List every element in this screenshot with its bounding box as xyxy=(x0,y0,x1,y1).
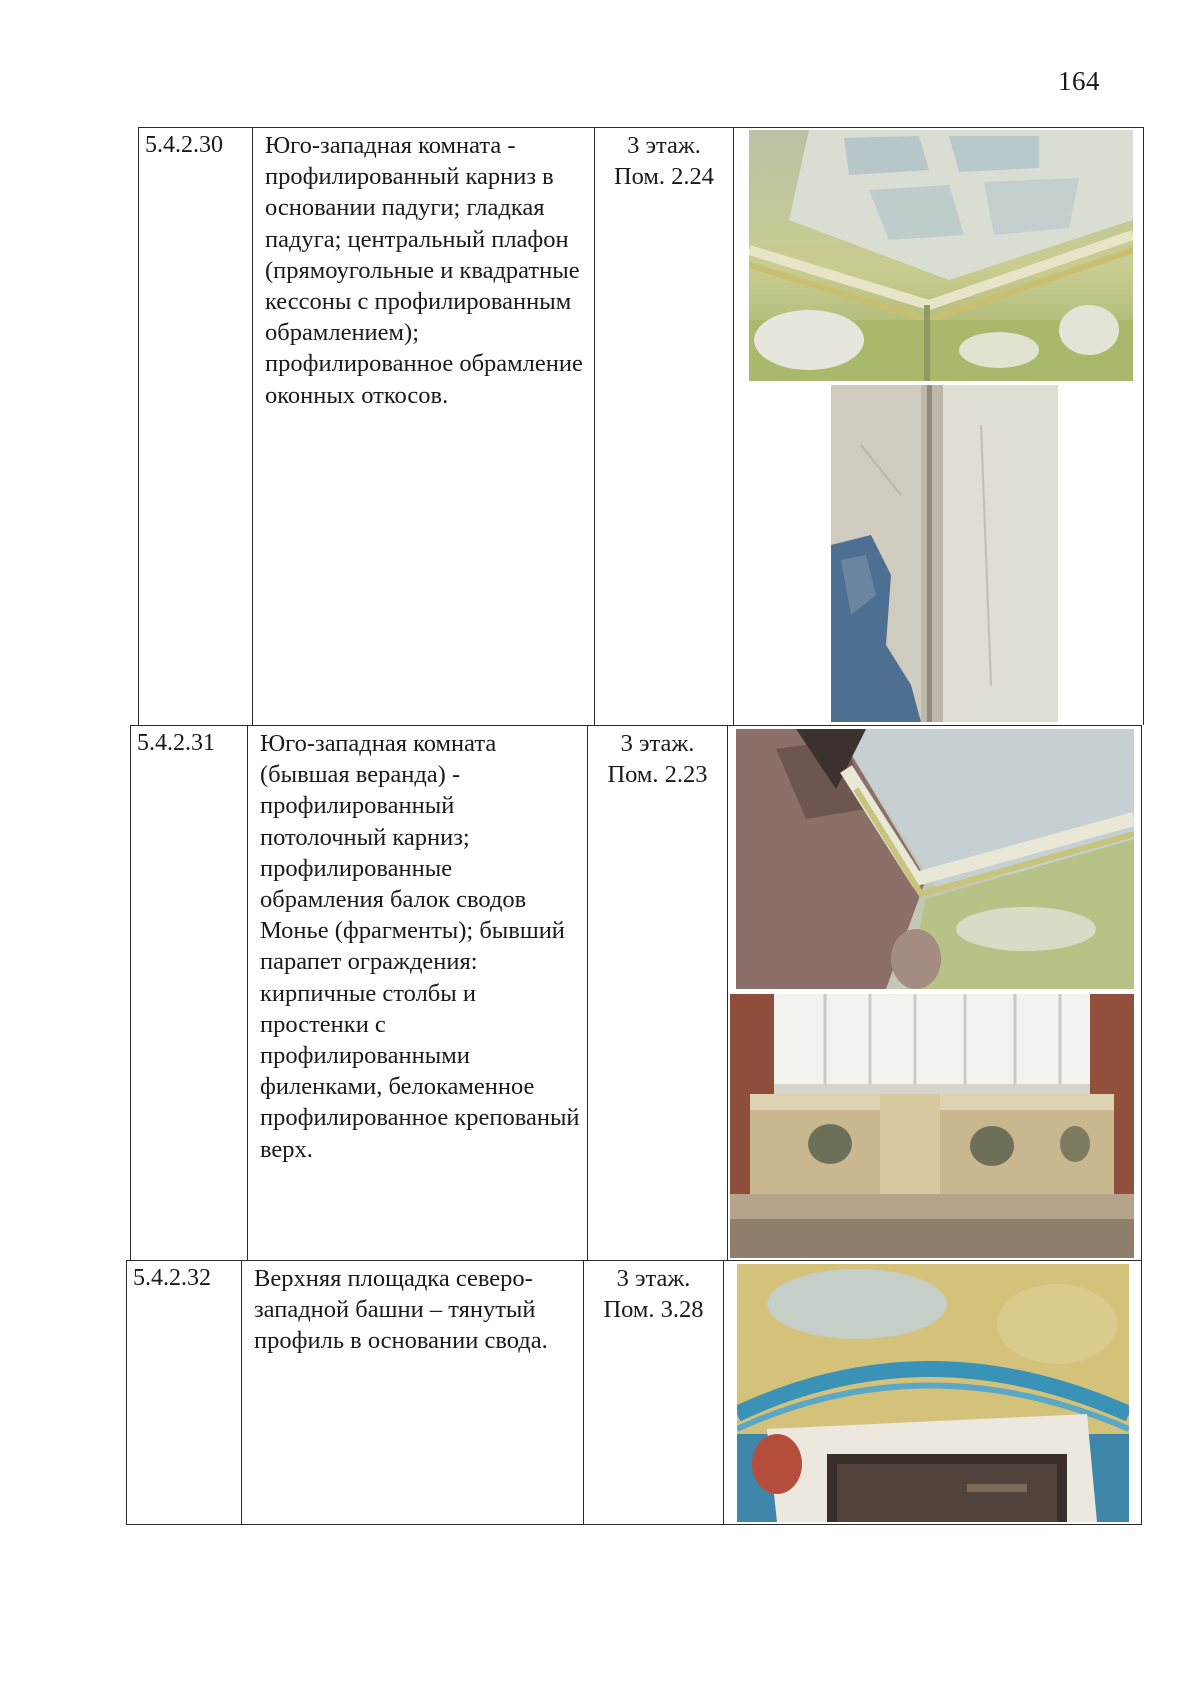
photo-window-reveal xyxy=(831,385,1058,722)
row-location xyxy=(594,128,733,725)
row-description-text: Юго-западная комната - профилированный карниз в основании падуги; гладкая падуга; центральный плафон (прямоугольные и квадратные кессоны с профилированным обрамлением); профилированное обрамление оконных откосов. xyxy=(265,132,583,409)
row-description xyxy=(247,726,587,1260)
photo-window-parapet xyxy=(730,994,1134,1258)
table-row xyxy=(130,725,1142,1260)
row-room: Пом. 3.28 xyxy=(603,1296,704,1324)
row-floor: 3 этаж. xyxy=(627,132,701,159)
row-description-text: Верхняя площадка северо-западной башни – тянутый профиль в основании свода. xyxy=(254,1265,548,1355)
row-floor: 3 этаж. xyxy=(616,1265,691,1292)
row-photos xyxy=(727,726,1141,1260)
row-photos xyxy=(733,128,1143,725)
row-floor: 3 этаж. xyxy=(620,730,695,757)
table-row xyxy=(126,1260,1142,1525)
row-description xyxy=(241,1261,583,1524)
row-description xyxy=(252,128,594,725)
photo-ceiling-cornice xyxy=(736,729,1134,989)
row-description-text: Юго-западная комната (бывшая веранда) - профилированный потолочный карниз; профилированные обрамления балок сводов Монье (фрагменты); бывший парапет ограждения: кирпичные столбы и простенки с профилированными филенками, белокаменное профилированное крепованый верх. xyxy=(260,730,580,1163)
row-number: 5.4.2.31 xyxy=(137,730,215,756)
page-number: 164 xyxy=(1058,66,1100,96)
row-number: 5.4.2.32 xyxy=(133,1265,211,1291)
table-row xyxy=(138,127,1144,725)
photo-ceiling-coffers xyxy=(749,130,1133,381)
row-room: Пом. 2.24 xyxy=(613,163,715,191)
photo-vault-profile xyxy=(737,1264,1129,1522)
row-photos xyxy=(723,1261,1141,1524)
row-location xyxy=(587,726,727,1260)
row-number: 5.4.2.30 xyxy=(145,132,223,158)
row-location xyxy=(583,1261,723,1524)
row-room: Пом. 2.23 xyxy=(607,761,708,789)
